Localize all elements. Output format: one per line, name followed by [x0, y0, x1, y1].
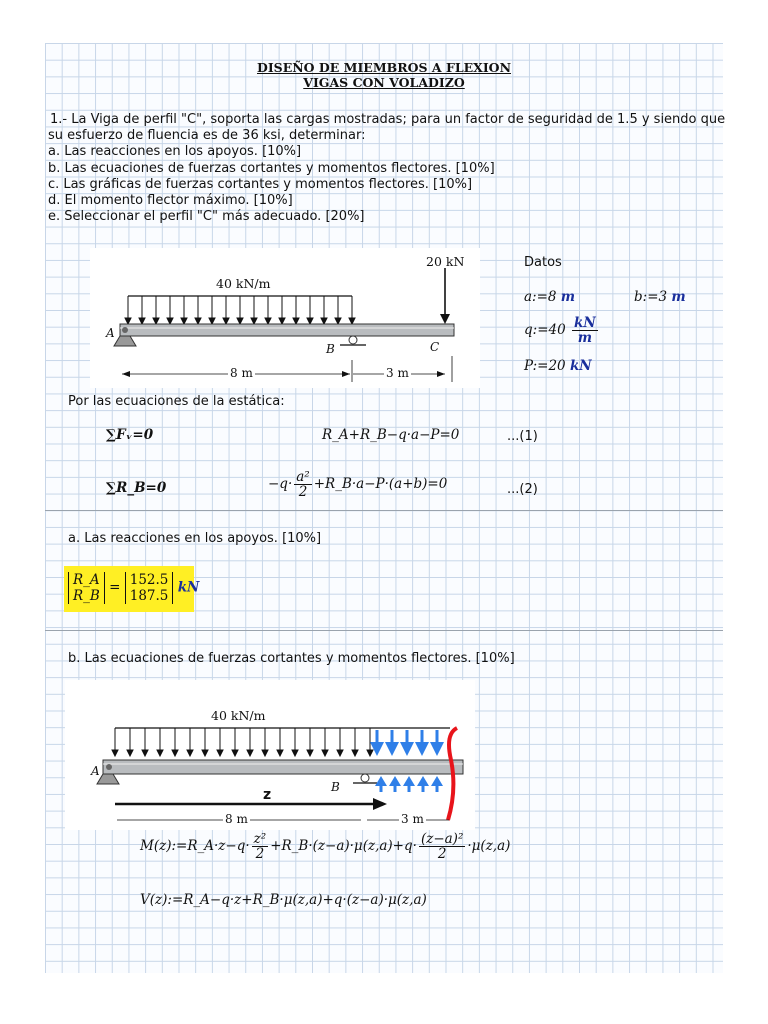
task-c: c. Las gráficas de fuerzas cortantes y momentos flectores. [10%] [48, 177, 473, 192]
span1-label: 8 m [230, 366, 253, 380]
beam-section-figure [65, 680, 475, 830]
section-b-label: B [331, 780, 340, 794]
dato-b-value: b:=3 [634, 289, 668, 305]
section-b-heading: b. Las ecuaciones de fuerzas cortantes y momentos flectores. [10%] [68, 651, 515, 666]
reaction-unit: kN [177, 579, 200, 596]
doc-title-line2: VIGAS CON VOLADIZO [303, 75, 465, 90]
span2-label: 3 m [386, 366, 409, 380]
sum-moments: ∑R_B=0 [106, 480, 167, 496]
task-a: a. Las reacciones en los apoyos. [10%] [48, 144, 302, 159]
task-b: b. Las ecuaciones de fuerzas cortantes y momentos flectores. [10%] [48, 161, 495, 176]
section-a-heading: a. Las reacciones en los apoyos. [10%] [68, 531, 322, 546]
support-b-label: B [326, 342, 335, 356]
ra-value: 152.5 [129, 572, 169, 588]
point-load-label: 20 kN [426, 254, 465, 269]
beam-diagram [90, 248, 480, 388]
m-pre: M(z):=R_A·z−q· [140, 838, 250, 854]
eq2-num: a² [296, 469, 310, 485]
eq2-pre: −q· [268, 476, 293, 492]
dato-q [524, 316, 600, 345]
datos-heading: Datos [524, 255, 562, 270]
section-span1-label: 8 m [225, 812, 248, 826]
shear-equation: V(z):=R_A−q·z+R_B·μ(z,a)+q·(z−a)·μ(z,a) [140, 892, 427, 908]
eq2-den: 2 [298, 484, 308, 500]
dato-p-value: P:=20 [524, 358, 566, 374]
reactions-result: R_A R_B = 152.5 187.5 kN [68, 572, 199, 604]
equation-1-tag: ...(1) [507, 429, 538, 444]
eq2-post: +R_B·a−P·(a+b)=0 [313, 476, 448, 492]
equation-1: R_A+R_B−q·a−P=0 [322, 427, 460, 443]
section-divider-1 [45, 510, 723, 511]
dato-p [524, 358, 592, 374]
equation-2 [268, 470, 447, 499]
ra-symbol: R_A [73, 572, 100, 588]
rb-value: 187.5 [129, 588, 169, 604]
m-den1: 2 [255, 846, 265, 862]
beam-section-diagram [65, 680, 475, 830]
dato-p-unit: kN [569, 358, 592, 374]
m-post: ·μ(z,a) [467, 838, 511, 854]
dato-q-unit-den: m [577, 330, 592, 346]
sum-forces: ∑Fᵥ=0 [106, 427, 154, 443]
doc-title-line1: DISEÑO DE MIEMBROS A FLEXION [257, 60, 511, 75]
dato-q-unit-num: kN [573, 315, 596, 331]
beam-figure [90, 248, 480, 388]
rb-symbol: R_B [73, 588, 100, 604]
dato-b-unit: m [671, 289, 686, 305]
moment-equation [140, 832, 510, 861]
z-label: z [263, 787, 272, 803]
m-den2: 2 [437, 846, 447, 862]
dato-q-value: q:=40 [524, 322, 566, 338]
dato-a [524, 289, 575, 305]
problem-intro-line1: 1.- La Viga de perfil "C", soporta las cargas mostradas; para un factor de seguridad de 1.5 y siendo que [50, 112, 726, 127]
dato-b [634, 289, 686, 305]
task-d: d. El momento flector máximo. [10%] [48, 193, 293, 208]
m-num2: (z−a)² [420, 831, 464, 847]
load-label: 40 kN/m [216, 276, 271, 291]
point-c-label: C [430, 340, 440, 354]
dato-a-value: a:=8 [524, 289, 557, 305]
task-e: e. Seleccionar el perfil "C" más adecuado. [20%] [48, 209, 365, 224]
equation-2-tag: ...(2) [507, 482, 538, 497]
m-mid: +R_B·(z−a)·μ(z,a)+q· [270, 838, 417, 854]
section-span2-label: 3 m [401, 812, 424, 826]
section-load-label: 40 kN/m [211, 708, 266, 723]
dato-a-unit: m [560, 289, 576, 305]
support-a-label: A [106, 326, 115, 340]
section-a-label: A [91, 764, 100, 778]
statics-heading: Por las ecuaciones de la estática: [68, 394, 285, 409]
problem-intro-line2: su esfuerzo de fluencia es de 36 ksi, determinar: [48, 128, 366, 143]
m-num1: z² [253, 831, 267, 847]
section-divider-2 [45, 630, 723, 631]
